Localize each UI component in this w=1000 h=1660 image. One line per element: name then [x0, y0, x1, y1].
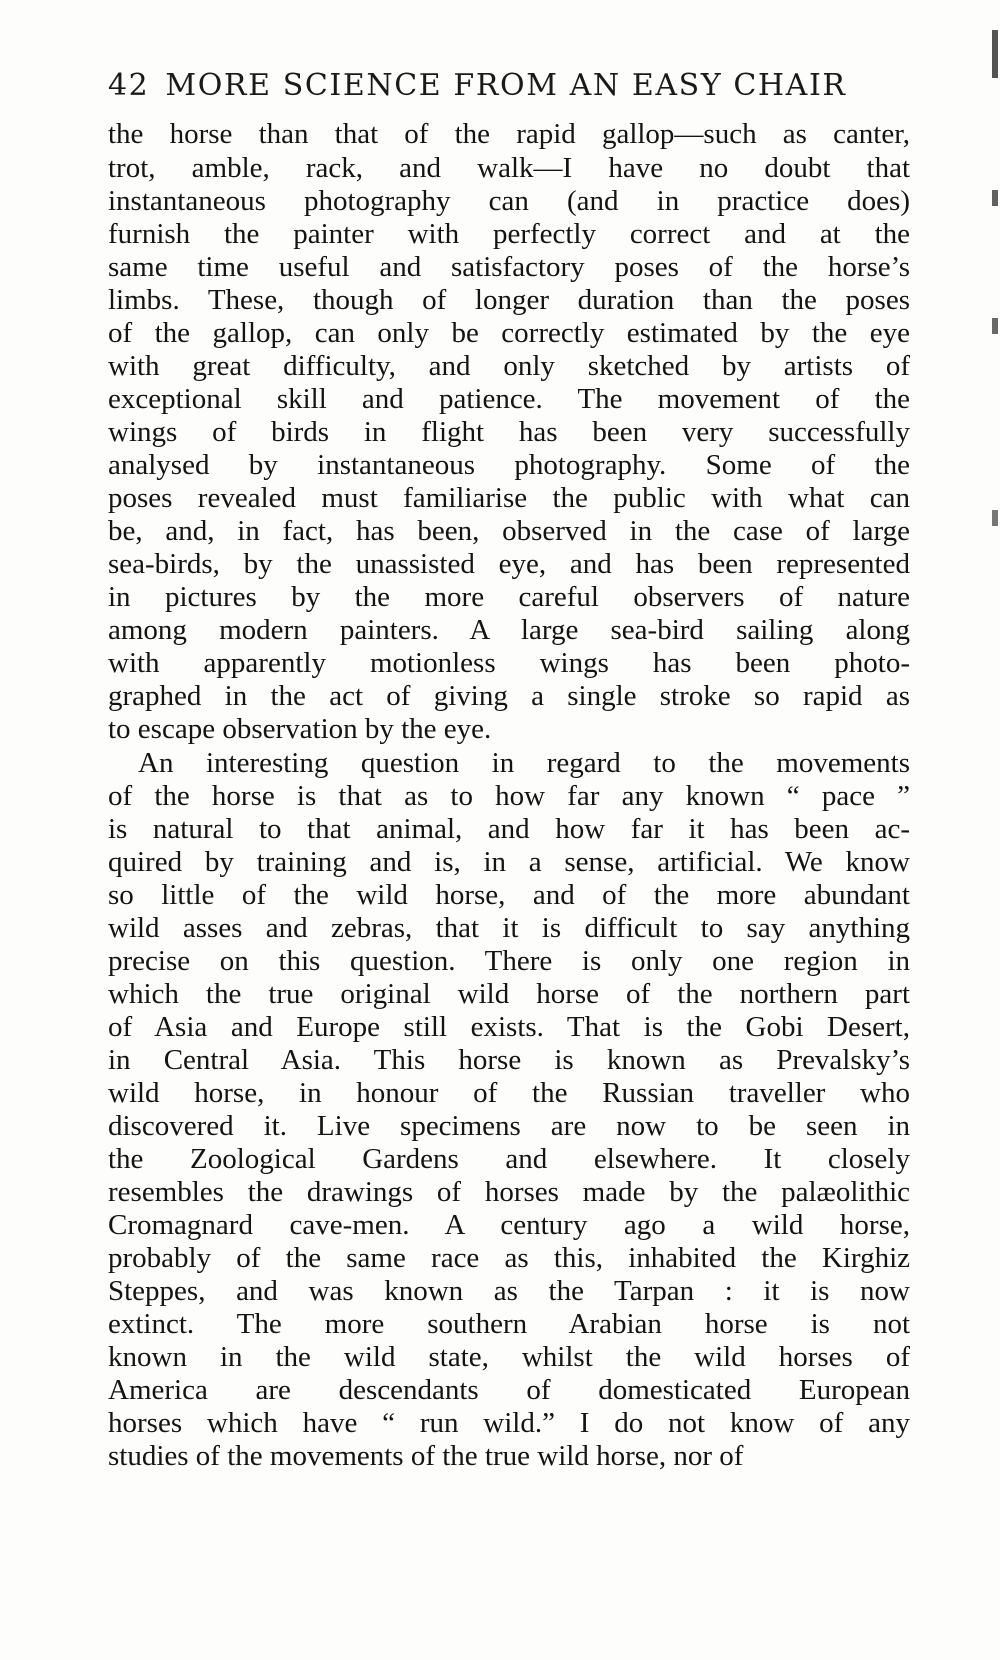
running-header — [108, 68, 910, 108]
text-line: discovered it. Live specimens are now to be seen in — [108, 1110, 910, 1142]
text-line: be, and, in fact, has been, observed in the case of large — [108, 515, 910, 547]
text-line: quired by training and is, in a sense, artificial. We know — [108, 846, 910, 878]
text-line: graphed in the act of giving a single stroke so rapid as — [108, 680, 910, 712]
text-line: probably of the same race as this, inhabited the Kirghiz — [108, 1242, 910, 1274]
text-line: wild horse, in honour of the Russian traveller who — [108, 1077, 910, 1109]
text-line: sea-birds, by the unassisted eye, and has been represented — [108, 548, 910, 580]
text-line: extinct. The more southern Arabian horse is not — [108, 1308, 910, 1340]
text-line: is natural to that animal, and how far it has been ac- — [108, 813, 910, 845]
text-line: Cromagnard cave-men. A century ago a wild horse, — [108, 1209, 910, 1241]
text-line: resembles the drawings of horses made by the palæolithic — [108, 1176, 910, 1208]
text-line: America are descendants of domesticated European — [108, 1374, 910, 1406]
paragraph-first-line: An interesting question in regard to the movements — [138, 747, 910, 779]
text-line: poses revealed must familiarise the public with what can — [108, 482, 910, 514]
text-line: analysed by instantaneous photography. Some of the — [108, 449, 910, 481]
text-line: precise on this question. There is only one region in — [108, 945, 910, 977]
text-line: with great difficulty, and only sketched by artists of — [108, 350, 910, 382]
text-line: furnish the painter with perfectly correct and at the — [108, 218, 910, 250]
text-line: Steppes, and was known as the Tarpan : it is now — [108, 1275, 910, 1307]
scan-gutter-shadow — [992, 30, 998, 1630]
text-line: to escape observation by the eye. — [108, 713, 492, 745]
text-line: of the horse is that as to how far any known “ pace ” — [108, 780, 910, 812]
text-line: so little of the wild horse, and of the more abundant — [108, 879, 910, 911]
text-line: in pictures by the more careful observers of nature — [108, 581, 910, 613]
text-line: the horse than that of the rapid gallop—such as canter, — [108, 118, 910, 150]
text-line: trot, amble, rack, and walk—I have no doubt that — [108, 152, 910, 184]
text-line: among modern painters. A large sea-bird sailing along — [108, 614, 910, 646]
text-line: known in the wild state, whilst the wild horses of — [108, 1341, 910, 1373]
text-line: in Central Asia. This horse is known as Prevalsky’s — [108, 1044, 910, 1076]
text-line: same time useful and satisfactory poses of the horse’s — [108, 251, 910, 283]
text-line: exceptional skill and patience. The movement of the — [108, 383, 910, 415]
running-title: MORE SCIENCE FROM AN EASY CHAIR — [165, 68, 847, 103]
text-line: limbs. These, though of longer duration than the poses — [108, 284, 910, 316]
text-line: wild asses and zebras, that it is difficult to say anything — [108, 912, 910, 944]
text-line: with apparently motionless wings has been photo- — [108, 647, 910, 679]
text-line: instantaneous photography can (and in practice does) — [108, 185, 910, 217]
text-line: the Zoological Gardens and elsewhere. It closely — [108, 1143, 910, 1175]
text-line: which the true original wild horse of the northern part — [108, 978, 910, 1010]
text-line: of the gallop, can only be correctly estimated by the eye — [108, 317, 910, 349]
text-line: wings of birds in flight has been very successfully — [108, 416, 910, 448]
text-line: of Asia and Europe still exists. That is the Gobi Desert, — [108, 1011, 910, 1043]
page-number: 42 — [108, 68, 150, 103]
text-line: studies of the movements of the true wild horse, nor of — [108, 1440, 744, 1472]
text-line: horses which have “ run wild.” I do not know of any — [108, 1407, 910, 1439]
